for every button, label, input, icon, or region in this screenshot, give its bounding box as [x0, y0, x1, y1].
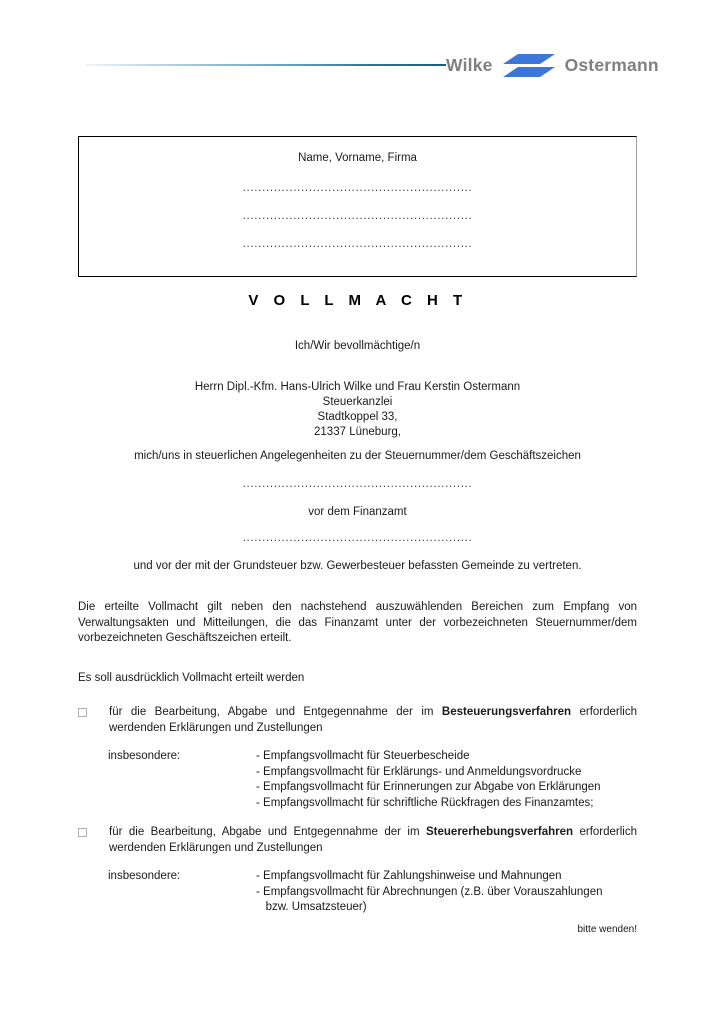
- list-item: - Empfangsvollmacht für Erklärungs- und Anmeldungsvordrucke: [256, 765, 582, 778]
- insbesondere-block-steuererhebungsverfahren: [108, 869, 637, 916]
- turn-page-note: bitte wenden!: [577, 924, 637, 935]
- recipient-address-block: [78, 380, 637, 440]
- list-item: bzw. Umsatzsteuer): [256, 901, 367, 913]
- insbesondere-list: [256, 749, 637, 811]
- checkbox-besteuerungsverfahren-icon[interactable]: [78, 708, 87, 717]
- recipient-line-1: Herrn Dipl.-Kfm. Hans-Ulrich Wilke und Frau Kerstin Ostermann: [194, 381, 521, 393]
- tax-matter-text: mich/uns in steuerlichen Angelegenheiten zu der Steuernummer/dem Geschäftszeichen: [134, 450, 581, 462]
- tax-office-input-line[interactable]: [78, 531, 637, 546]
- brand-logo-group: [446, 46, 659, 86]
- checkbox-row-besteuerungsverfahren[interactable]: [78, 705, 637, 736]
- insbesondere-label: insbesondere:: [108, 870, 181, 882]
- granted-power-paragraph: Die erteilte Vollmacht gilt neben den nachstehend auszuwählenden Bereichen zum Empfang von Verwaltungsakten und Mitteilungen, die das Finanzamt unter der vorbezeichneten Steuernummer/dem vorbezeichneten Geschäftszeichen erteilt.: [78, 601, 637, 644]
- checkbox-label-besteuerungsverfahren: [109, 705, 637, 736]
- authorize-intro: Ich/Wir bevollmächtige/n: [294, 340, 421, 352]
- name-address-box-title: Name, Vorname, Firma: [298, 152, 417, 164]
- list-item: - Empfangsvollmacht für Steuerbescheide: [256, 750, 470, 762]
- before-tax-office-label: vor dem Finanzamt: [308, 506, 407, 518]
- brand-name-wilke: Wilke: [446, 55, 493, 76]
- list-item: - Empfangsvollmacht für Abrechnungen (z.B. über Vorauszahlungen: [256, 885, 603, 898]
- list-item: - Empfangsvollmacht für Zahlungshinweise und Mahnungen: [256, 870, 562, 882]
- label-bold-term: Besteuerungsverfahren: [441, 706, 572, 718]
- label-text-after: erforderlich werdenden Erklärungen und Zustellungen: [109, 826, 637, 854]
- label-bold-term: Steuererhebungsverfahren: [426, 826, 574, 838]
- page-title: V O L L M A C H T: [248, 292, 468, 309]
- explicit-grant-heading: Es soll ausdrücklich Vollmacht erteilt werden: [78, 672, 305, 684]
- insbesondere-list: [256, 869, 637, 916]
- recipient-line-2: Steuerkanzlei: [322, 396, 393, 408]
- label-text-after: erforderlich werdenden Erklärungen und Zustellungen: [109, 706, 638, 734]
- name-entry-line-2[interactable]: [79, 210, 636, 222]
- recipient-line-3: Stadtkoppel 33,: [317, 411, 398, 423]
- name-entry-line-3[interactable]: [79, 238, 636, 250]
- tax-number-input-line[interactable]: [78, 477, 637, 492]
- list-item: - Empfangsvollmacht für Erinnerungen zur Abgabe von Erklärungen: [256, 781, 601, 793]
- recipient-line-4: 21337 Lüneburg,: [314, 426, 401, 438]
- wilke-ostermann-parallelogram-logo-icon: [502, 53, 556, 79]
- dotted-fill-line: ...........................................................: [242, 532, 473, 544]
- checkbox-label-steuererhebungsverfahren: [109, 825, 637, 856]
- checkbox-steuererhebungsverfahren-icon[interactable]: [78, 828, 87, 837]
- dotted-fill-line: ...........................................................: [242, 238, 473, 250]
- insbesondere-block-besteuerungsverfahren: [108, 749, 637, 811]
- name-entry-line-1[interactable]: [79, 182, 636, 194]
- list-item: - Empfangsvollmacht für schriftliche Rückfragen des Finanzamtes;: [256, 796, 594, 809]
- letterhead: [0, 46, 716, 86]
- municipality-text: und vor der mit der Grundsteuer bzw. Gewerbesteuer befassten Gemeinde zu vertreten.: [133, 560, 582, 572]
- name-address-box: [78, 136, 637, 277]
- label-text-before: für die Bearbeitung, Abgabe und Entgegennahme der im: [109, 706, 442, 718]
- insbesondere-label: insbesondere:: [108, 750, 181, 762]
- checkbox-row-steuererhebungsverfahren[interactable]: [78, 825, 637, 856]
- dotted-fill-line: ...........................................................: [242, 478, 473, 490]
- brand-name-ostermann: Ostermann: [564, 55, 659, 76]
- label-text-before: für die Bearbeitung, Abgabe und Entgegennahme der im: [109, 826, 427, 838]
- dotted-fill-line: ...........................................................: [242, 182, 473, 194]
- letterhead-rule: [86, 64, 446, 66]
- dotted-fill-line: ...........................................................: [242, 210, 473, 222]
